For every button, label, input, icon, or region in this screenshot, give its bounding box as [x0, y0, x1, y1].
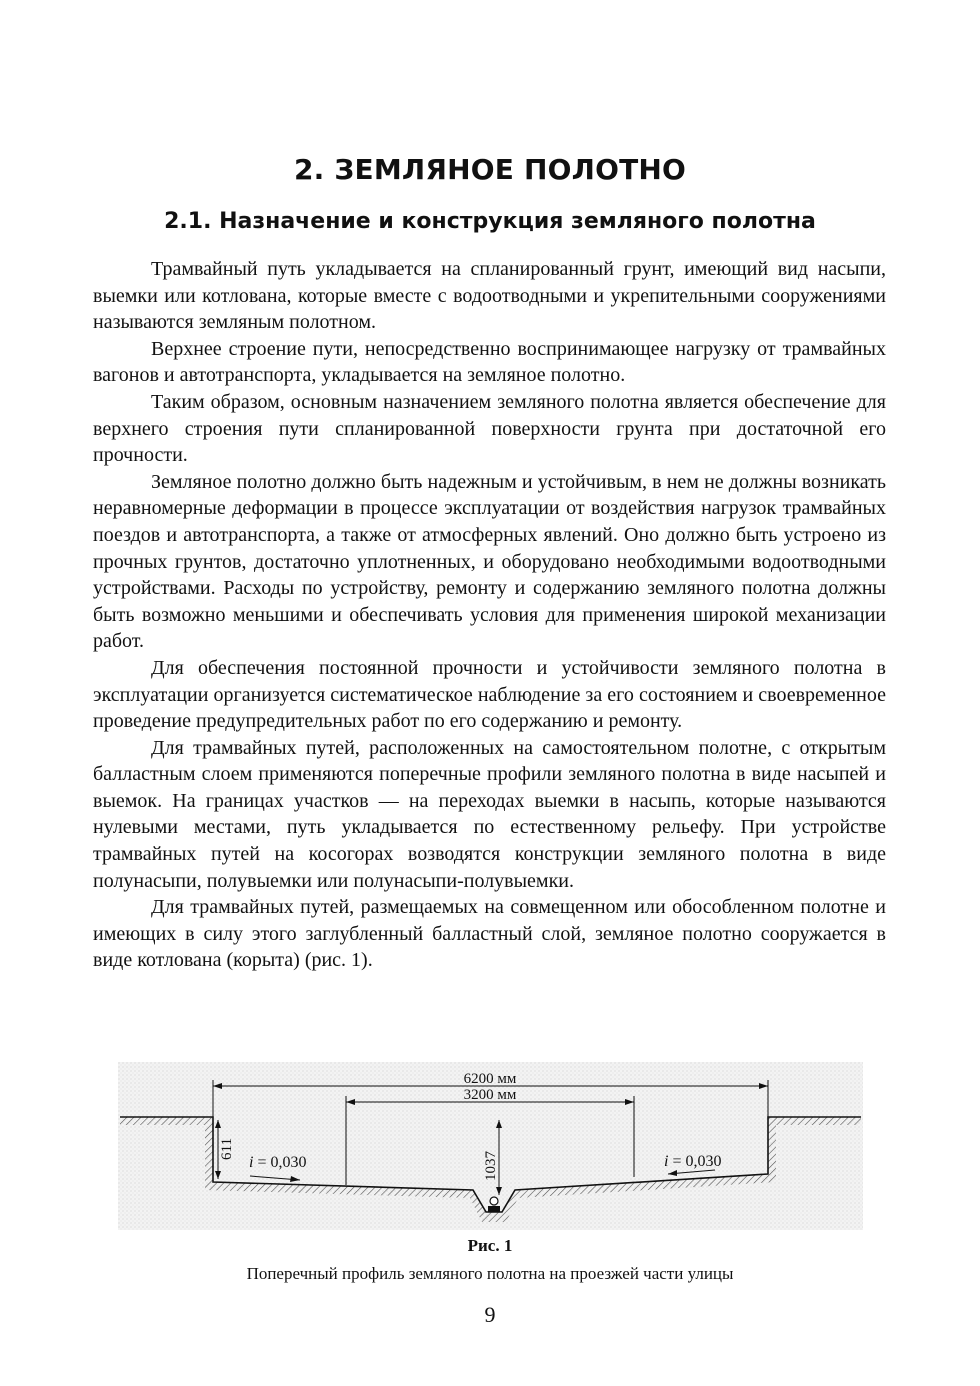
slope-right-symbol: i [664, 1153, 669, 1170]
body-text [93, 256, 886, 974]
slope-left-label [249, 1154, 306, 1171]
slope-left-value: = 0,030 [253, 1154, 307, 1171]
figure-caption: Поперечный профиль земляного полотна на проезжей части улицы [246, 1264, 734, 1283]
section-title: 2.1. Назначение и конструкция земляного полотна [164, 209, 816, 234]
slope-left-symbol: i [249, 1154, 254, 1171]
paragraph: Для обеспечения постоянной прочности и устойчивости земляного полотна в эксплуатации организуется систематическое наблюдение за его состоянием и своевременное проведение предупредительных работ по его содержанию и ремонту. [93, 656, 886, 733]
slope-right-label [664, 1153, 721, 1170]
paragraph: Таким образом, основным назначением земляного полотна является обеспечение для верхнего строения пути спланированной поверхности грунта при достаточной его прочности. [93, 390, 886, 467]
paragraph: Трамвайный путь укладывается на спланированный грунт, имеющий вид насыпи, выемки или котлована, которые вместе с водоотводными и укрепительными сооружениями называются земляным полотном. [93, 258, 886, 334]
paragraph: Земляное полотно должно быть надежным и устойчивым, в нем не должны возникать неравномерные деформации в процессе эксплуатации от воздействия нагрузок трамвайных поездов и автотранспорта, а также от атмосферных явлений. Оно должно быть устроено из прочных грунтов, достаточно уплотненных, и оборудовано необходимыми водоотводными устройствами. Расходы по устройству, ремонту и содержанию земляного полотна должны быть возможно меньшими и обеспечивать условия для применения широкой механизации работ. [93, 470, 886, 653]
dimension-inner-label: 3200 мм [463, 1087, 517, 1103]
depth-center-label: 1037 [483, 1151, 499, 1181]
slope-right-value: = 0,030 [668, 1153, 722, 1170]
cross-section-figure [118, 1062, 863, 1230]
figure-number: Рис. 1 [467, 1236, 513, 1255]
dimension-total-label: 6200 мм [463, 1071, 517, 1087]
paragraph: Для трамвайных путей, размещаемых на совмещенном или обособленном полотне и имеющих в силу этого заглубленный балластный слой, земляное полотно сооружается в виде котлована (корыта) (рис. 1). [93, 896, 886, 972]
page-number: 9 [484, 1302, 496, 1327]
drain-pipe [490, 1197, 498, 1205]
chapter-title: 2. ЗЕМЛЯНОЕ ПОЛОТНО [293, 153, 687, 186]
drain-base [488, 1206, 500, 1212]
depth-left-label: 611 [219, 1138, 235, 1160]
paragraph: Верхнее строение пути, непосредственно воспринимающее нагрузку от трамвайных вагонов и автотранспорта, укладывается на земляное полотно. [93, 337, 886, 387]
paragraph: Для трамвайных путей, расположенных на самостоятельном полотне, с открытым балластным слоем применяются поперечные профили земляного полотна в виде насыпей и выемок. На границах участков — на переходах выемки в насыпь, которые называются нулевыми местами, путь укладывается по естественному рельефу. При устройстве трамвайных путей на косогорах возводятся конструкции земляного полотна в виде полунасыпи, полувыемки или полунасыпи-полувыемки. [93, 736, 886, 892]
